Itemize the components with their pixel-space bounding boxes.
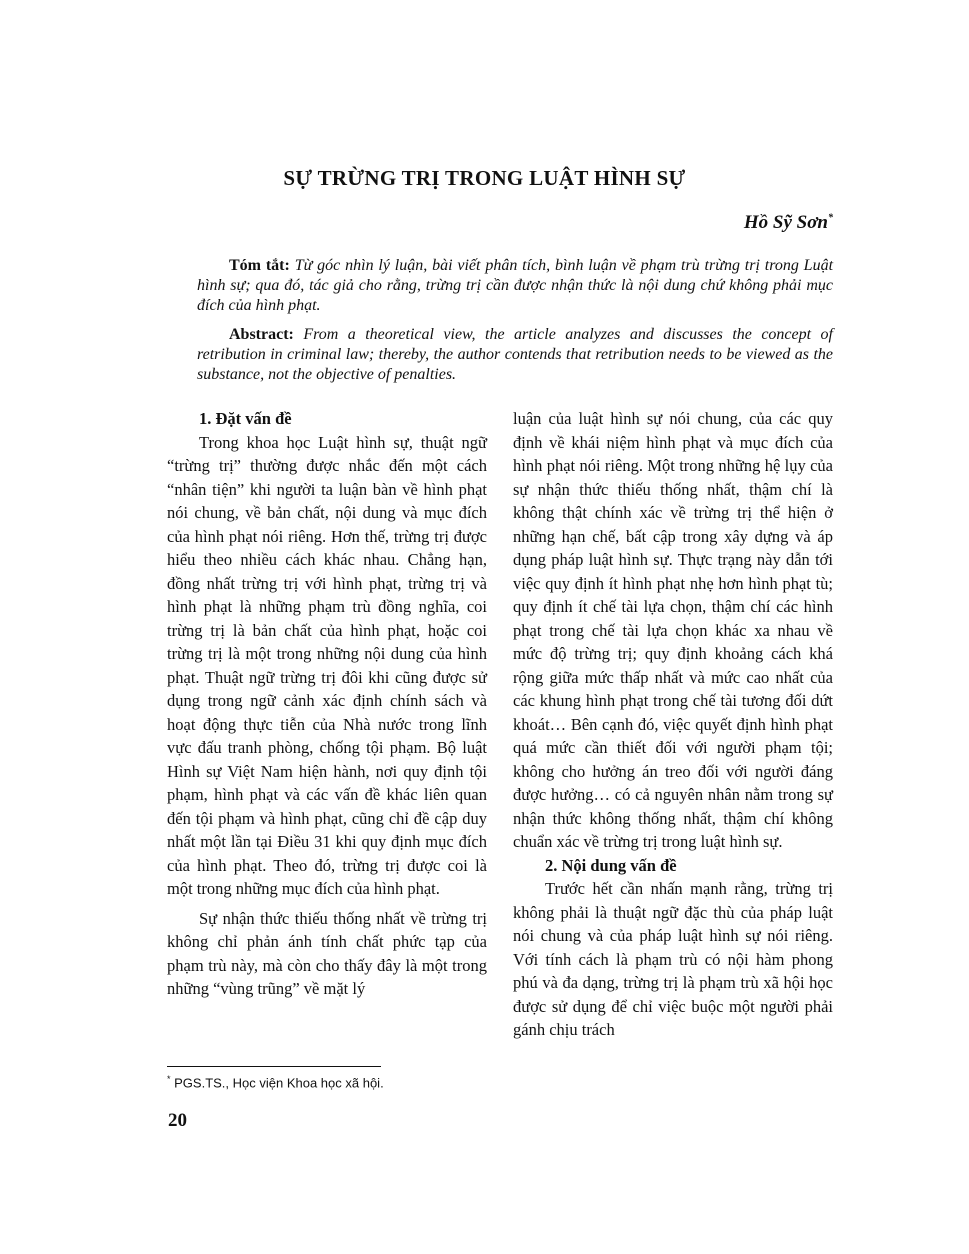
- footnote-mark: *: [167, 1074, 171, 1084]
- page-number: 20: [168, 1110, 187, 1131]
- abstract-vi-label: Tóm tắt:: [229, 257, 290, 274]
- footnote: [167, 1074, 384, 1090]
- abstract-vi-text: Từ góc nhìn lý luận, bài viết phân tích, bình luận về phạm trù trừng trị trong Luật hình sự; qua đó, tác giả cho rằng, trừng trị cần được nhận thức là nội dung chứ không phải mục đích của hình phạt.: [197, 257, 834, 314]
- footnote-text: PGS.TS., Học viện Khoa học xã hội.: [170, 1075, 384, 1091]
- section-1-heading: 1. Đặt vấn đề: [199, 409, 292, 428]
- left-column: [167, 407, 487, 1001]
- abstract-en-label: Abstract:: [229, 326, 294, 343]
- author-name: Hồ Sỹ Sơn: [743, 212, 828, 233]
- author-byline: [744, 212, 833, 234]
- right-paragraph-2: Trước hết cần nhấn mạnh rằng, trừng trị không phải là thuật ngữ đặc thù của pháp luật nói chung và của pháp luật hình sự nói riêng. Với tính cách là phạm trù có nội hàm phong phú và đa dạng, trừng trị là phạm trù xã hội học được sử dụng để chỉ việc buộc một người phải gánh chịu trách: [513, 879, 833, 1039]
- right-column: [513, 407, 833, 1042]
- abstract-en-text: From a theoretical view, the article analyzes and discusses the concept of retribution in criminal law; thereby, the author contends that retribution needs to be viewed as the substance, not the objective of penalties.: [197, 326, 833, 383]
- footnote-divider: [167, 1066, 381, 1067]
- left-paragraph-2: Sự nhận thức thiếu thống nhất về trừng trị không chỉ phản ánh tính chất phức tạp của phạm trù này, mà còn cho thấy đây là một trong những “vùng trũng” về mặt lý: [167, 908, 487, 998]
- left-paragraph-1: Trong khoa học Luật hình sự, thuật ngữ “trừng trị” thường được nhắc đến một cách “nhân tiện” khi người ta luận bàn về hình phạt nói chung, về bản chất, nội dung và mục đích của hình phạt nói riêng. Hơn thế, trừng trị được hiểu theo nhiều cách khác nhau. Chẳng hạn, đồng nhất trừng trị với hình phạt, trừng trị và hình phạt là những phạm trù đồng nghĩa, coi trừng trị là bản chất của hình phạt, hoặc coi trừng trị là một trong những nội dung của hình phạt. Thuật ngữ trừng trị đôi khi cũng được sử dụng trong ngữ cảnh xác định chính sách và hoạt động thực tiễn của Nhà nước trong lĩnh vực đấu tranh phòng, chống tội phạm. Bộ luật Hình sự Việt Nam hiện hành, nơi quy định tội phạm, hình phạt và các vấn đề khác liên quan đến tội phạm và hình phạt, cũng chỉ đề cập duy nhất một lần tại Điều 31 khi quy định mục đích của hình phạt. Theo đó, trừng trị được coi là một trong những mục đích của hình phạt.: [167, 432, 487, 898]
- abstract-vietnamese: [197, 256, 833, 316]
- right-paragraph-1: luận của luật hình sự nói chung, của các quy định về khái niệm hình phạt và mục đích của hình phạt nói riêng. Một trong những hệ lụy của sự nhận thức thiếu thống nhất, thậm chí là không thật chính xác về trừng trị thể hiện ở những hạn chế, bất cập trong xây dựng và áp dụng pháp luật hình sự. Thực trạng này dẫn tới việc quy định ít hình phạt nhẹ hơn hình phạt tù; quy định ít chế tài lựa chọn, thậm chí các hình phạt trong chế tài lựa chọn khác xa nhau về mức độ trừng trị; quy định khoảng cách khá rộng giữa mức thấp nhất và mức cao nhất của các khung hình phạt trong chế tài tương đối dứt khoát… Bên cạnh đó, việc quyết định hình phạt quá mức cần thiết đối với người phạm tội; không cho hưởng án treo đối với người đáng được hưởng… có cả nguyên nhân nằm trong sự nhận thức không thống nhất, thậm chí không chuẩn xác về trừng trị trong luật hình sự.: [513, 409, 833, 851]
- article-title: SỰ TRỪNG TRỊ TRONG LUẬT HÌNH SỰ: [283, 166, 686, 190]
- abstract-english: [197, 325, 833, 385]
- author-footnote-mark: *: [828, 212, 833, 224]
- section-2-heading: 2. Nội dung vấn đề: [545, 855, 677, 875]
